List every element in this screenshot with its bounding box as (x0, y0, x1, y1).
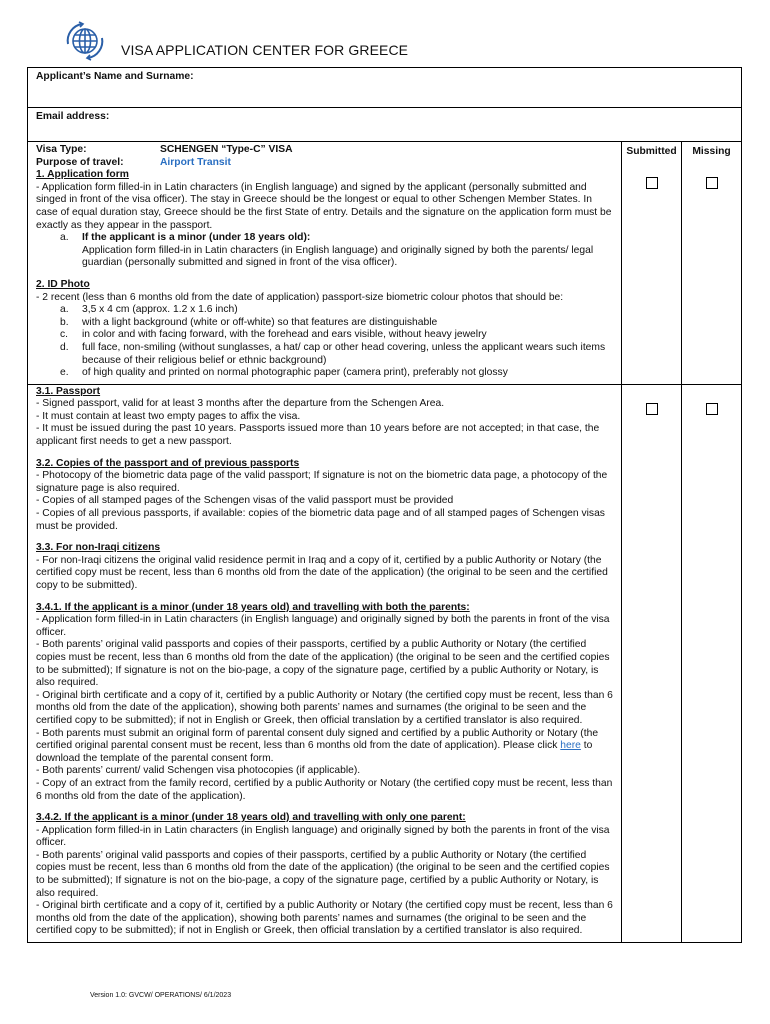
missing-header: Missing (692, 146, 731, 157)
submitted-header: Submitted (626, 146, 677, 157)
page-title: VISA APPLICATION CENTER FOR GREECE (121, 42, 409, 58)
name-row[interactable] (28, 68, 741, 108)
visa-type-value: SCHENGEN “Type-C” VISA (160, 144, 293, 155)
checklist-table (27, 67, 742, 943)
purpose-value: Airport Transit (160, 156, 231, 168)
email-row[interactable] (28, 108, 741, 142)
s341-line: - Copy of an extract from the family record, certified by a public Authority or Notary (the certified copy must be recent, less than 6 months old from the date of the application). (36, 777, 613, 802)
globe-icon (62, 18, 108, 64)
section-2-title: 2. ID Photo (36, 278, 90, 290)
s2-item-num: e. (60, 367, 69, 379)
s1-a-title: If the applicant is a minor (under 18 years old): (82, 232, 311, 244)
name-label: Applicant’s Name and Surname: (36, 71, 194, 82)
s2-item: full face, non-smiling (without sunglasses, a hat/ cap or other head covering, unless the applicant wears such items because of their religious belief or ethnic background) (82, 341, 606, 366)
s341-line: to download the template of the parental consent form. (36, 740, 593, 764)
section-342-title: 3.4.2. If the applicant is a minor (under 18 years old) and travelling with only one parent: (36, 812, 466, 824)
s2-item: in color and with facing forward, with the forehead and ears visible, without heavy jewelry (82, 329, 487, 341)
email-label: Email address: (36, 111, 110, 122)
s32-line: - Copies of all previous passports, if available: copies of the biometric data page and of all stamped pages of Schengen visas must be provided. (36, 508, 605, 532)
s2-item-num: b. (60, 316, 69, 328)
s1-a-text: Application form filled-in in Latin characters (in English language) and originally signed by both the parents/ legal guardian (personally submitted and signed in front of the visa officer). (82, 244, 594, 269)
s33-line: - For non-Iraqi citizens the original valid residence permit in Iraq and a copy of it, certified by a public Authority or Notary (the certified copy must be recent, less than 6 months old from the date of the application) (the original to be seen and the certified copy to be submitted). (36, 554, 608, 591)
s31-line: - It must contain at least two empty pages to affix the visa. (36, 410, 301, 422)
purpose-label: Purpose of travel: (36, 156, 124, 168)
missing-checkbox[interactable] (706, 177, 718, 189)
s342-line: - Original birth certificate and a copy of it, certified by a public Authority or Notary (the certified copy must be recent, less than 6 months old from the date of the application), showing both parents’ names and surnames (the original to be seen and the certified copy to be submitted); if not in English or Greek, then official translation by a certified translator is also required. (36, 900, 613, 937)
s2-item: with a light background (white or off-white) so that features are distinguishable (82, 316, 438, 328)
s342-line: - Application form filled-in in Latin characters (in English language) and originally signed by both the parents in front of the visa officer. (36, 824, 610, 849)
section-row-3 (28, 385, 741, 942)
section-row-1-2 (28, 142, 741, 385)
s2-item-num: c. (60, 329, 69, 341)
s32-line: - Photocopy of the biometric data page of the valid passport; If signature is not on the biometric data page, a photocopy of the signature page is also required. (36, 470, 608, 494)
s31-line: - Signed passport, valid for at least 3 months after the departure from the Schengen Area. (36, 398, 445, 410)
s2-item-num: d. (60, 341, 69, 353)
submitted-checkbox[interactable] (646, 403, 658, 415)
visa-type-label: Visa Type: (36, 144, 87, 155)
section-1-title: 1. Application form (36, 169, 129, 181)
s341-line: - Both parents’ original valid passports and copies of their passports, certified by a public Authority or Notary (the certified copies must be recent, less than 6 months old from the date of the application) (the original to be seen and the certified copies to be submitted); If signature is not on the bio-page, a copy of the signature page, certified by a public Authority or Notary, is also required. (36, 639, 610, 689)
section-1-text: - Application form filled-in in Latin characters (in English language) and signed by the applicant (personally submitted and singed in front of the visa officer). The stay in Greece should be the longest or equal to other Schengen Member States. In case of equal duration stay, Greece should be the first State of entry. Details and the signature on the application form must be exactly as they appear in the passport. (36, 181, 612, 231)
s341-line: - Application form filled-in in Latin characters (in English language) and originally signed by both the parents in front of the visa officer. (36, 614, 610, 638)
section-2-text: - 2 recent (less than 6 months old from the date of application) passport-size biometric colour photos that should be: (36, 291, 564, 303)
s2-item: 3,5 x 4 cm (approx. 1.2 x 1.6 inch) (82, 304, 238, 316)
s2-item: of high quality and printed on normal photographic paper (camera print), preferably not glossy (82, 367, 508, 379)
s2-item-num: a. (60, 304, 69, 316)
s341-line: - Both parents must submit an original form of parental consent duly signed and certified by a public Authority or Notary (the certified original parental consent must be recent, less than 6 months old from the date of application). Please click (36, 727, 599, 752)
section-33-title: 3.3. For non-Iraqi citizens (36, 542, 161, 554)
s1-a-num: a. (60, 232, 69, 244)
version-footer: Version 1.0: GVCW/ OPERATIONS/ 6/1/2023 (90, 992, 232, 999)
missing-checkbox[interactable] (706, 403, 718, 415)
section-31-title: 3.1. Passport (36, 385, 101, 397)
section-341-title: 3.4.1. If the applicant is a minor (under 18 years old) and travelling with both the parents: (36, 601, 470, 613)
s341-line: - Original birth certificate and a copy of it, certified by a public Authority or Notary (the certified copy must be recent, less than 6 months old from the date of the application), showing both parents’ names and surnames (the original to be seen and the certified copy to be submitted); if not in English or Greek, then official translation by a certified translator is also required. (36, 689, 613, 726)
s32-line: - Copies of all stamped pages of the Schengen visas of the valid passport must be provided (36, 495, 454, 507)
consent-template-link[interactable]: here (560, 740, 581, 752)
s341-line: - Both parents’ current/ valid Schengen visa photocopies (if applicable). (36, 765, 361, 777)
submitted-checkbox[interactable] (646, 177, 658, 189)
s342-line: - Both parents’ original valid passports and copies of their passports, certified by a public Authority or Notary (the certified copies must be recent, less than 6 months old from the date of the application) (the original to be seen and the certified copies to be submitted); If signature is not on the bio-page, a copy of the signature page, certified by a public Authority or Notary, is also required. (36, 849, 610, 899)
s31-line: - It must be issued during the past 10 years. Passports issued more than 10 years before are not accepted; in that case, the applicant first needs to get a new passport. (36, 423, 600, 448)
section-32-title: 3.2. Copies of the passport and of previous passports (36, 457, 300, 469)
